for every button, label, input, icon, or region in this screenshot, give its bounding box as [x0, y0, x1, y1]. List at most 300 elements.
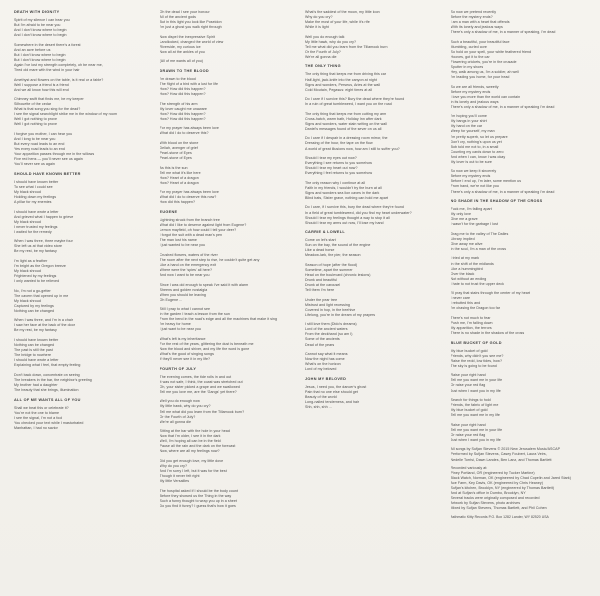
lyric-stanza [451, 207, 587, 227]
lyric-line: Library implied [450, 236, 475, 241]
lyric-line: Before my mystery ends [450, 89, 491, 94]
lyric-line: Bob told me not to, in a small [450, 144, 499, 149]
lyric-line: Drag me to the valley of The Dalles [450, 231, 509, 236]
lyric-stanza [14, 318, 150, 333]
lyric-line: Well you do enough talk [305, 34, 345, 39]
lyric-stanza [305, 298, 441, 318]
lyric-line: Or raise your red flag [450, 383, 486, 388]
lyric-line: I'll pray that stairs through the center of my heart [450, 291, 531, 296]
lyric-line: Tell them I'm here [305, 288, 335, 293]
lyric-line: Or raise your red flag [450, 432, 486, 437]
credit-line: Ace Farm, Key Davis, OK (engineered by Chris Heaney) [450, 480, 543, 485]
credit-line: Several tracks were originally composed and recorded [450, 495, 540, 500]
lyric-stanza [160, 429, 296, 454]
lyric-line: I just wanted to be near you [159, 243, 206, 248]
lyric-line: Some of the ancients [305, 337, 340, 342]
lyric-stanza [451, 85, 587, 110]
lyric-stanza [305, 35, 441, 60]
lyric-line: Mumbling, curled core [450, 44, 487, 49]
lyric-line: I tried at my mark [450, 256, 480, 261]
lyric-line: Before they showed us the Thing in the way [159, 493, 232, 498]
lyric-line: So now we pretend recently [450, 10, 497, 14]
lyric-line: From the bend in the road's edge and all the machines that make it sing [159, 317, 278, 322]
lyric-stanza [14, 210, 150, 235]
lyric-line: Shh, shh, shh ... [305, 405, 332, 409]
lyric-stanza [305, 112, 441, 132]
lyric-line: Cold Moutain, Pegasus: eight times at all [305, 87, 373, 92]
lyric-line: I hate to not trust the upper deck [450, 281, 504, 286]
lyric-line: Dressing of the hour, the tape on the flow [305, 141, 373, 146]
lyric-line: My black shroud [14, 269, 41, 274]
song-title: JOHN MY BELOVED [305, 376, 347, 381]
lyric-stanza [160, 489, 296, 509]
lyric-line: Everything I see returns to you somehow [305, 161, 373, 166]
lyric-line: And I don't know where to begin [14, 33, 67, 38]
lyrics-column-3 [305, 10, 441, 590]
song-block [305, 230, 441, 372]
lyric-line: Such a funny thought to wrap you up in a sheet [159, 498, 237, 503]
credit-line: Nedelle Torrisi, Dawn Landes, Ben Lanz, and Thomas Bartlett [450, 457, 552, 462]
lyric-line: There's not much to fear [450, 315, 491, 320]
lyric-line: I'm leading you home, for your head [450, 75, 510, 80]
lyric-line: With blood on the stone [159, 140, 199, 145]
lyric-line: Pain that no one else should get [305, 389, 358, 394]
label-address: Asthmatic Kitty Records P.O. Box 1282 Lander, WY 82520 USA [450, 514, 549, 519]
lyric-line: You checked your text while I masturbated [14, 420, 84, 425]
lyric-line: I waited for the remedy [14, 229, 52, 234]
lyric-line: The evening comes, the tide rolls in and out [159, 374, 232, 379]
lyric-line: Not without an ending [450, 276, 487, 281]
lyric-stanza [160, 337, 296, 362]
lyric-line: And grieved what I happen to grieve [14, 214, 74, 219]
lyric-line: The cavern that opened up in me [14, 293, 69, 298]
lyric-line: My lover is out to be sure [450, 159, 492, 164]
lyric-line: I only wanted to be relieved [14, 279, 60, 284]
lyric-stanza [160, 10, 296, 30]
lyric-line: Come on let's start [305, 238, 336, 243]
song-title: THE ONLY THING [305, 64, 341, 69]
lyric-line: But I don't know where to begin [14, 52, 66, 57]
lyric-line: I'm chasing the Dragon too far [450, 306, 501, 311]
lyric-stanza [14, 406, 150, 431]
lyric-line: Tell me what did you learn from the Tillamook burn [305, 44, 388, 49]
lyric-stanza [14, 239, 150, 254]
lyric-line: Yes every road leads to an end [14, 147, 65, 152]
lyric-line: Before I end up, I'm later, some mention us [450, 179, 522, 184]
lyric-line: And I don't know where to begin [14, 28, 67, 33]
lyric-stanza [160, 141, 296, 161]
lyric-line: Over the black [450, 271, 475, 276]
lyric-line: My lover caught me unaware [159, 106, 207, 111]
lyric-stanza [14, 132, 150, 167]
lyric-line: Tell me what did you learn from the Tillamook burn? [159, 409, 245, 414]
lyric-line: Do I care if I survive this? Bury the dead where they're found [305, 97, 405, 102]
lyric-line: Sheens and golden nostalgia [159, 287, 208, 292]
lyric-line: But I'm afraid to be near you [14, 23, 61, 28]
lyric-line: My bangs in your shirt [450, 119, 487, 124]
credit-line: Piney Portland, OR (engineered by Tucker Martine) [450, 470, 535, 475]
lyric-line: Or the Fourth of July? [305, 49, 341, 54]
lyric-stanza [160, 166, 296, 186]
lyric-line: Oh the dead I see your honour [159, 10, 210, 14]
lyric-line: But in this light you look like Poseidon [159, 20, 222, 25]
song-block [160, 210, 296, 362]
lyric-line: Signs and wonders sea lion caves in the dark [305, 190, 380, 195]
credit-line: Mixed by Sufjan Stevens, Thomas Bartlett, and Phil Cohen [450, 505, 547, 510]
lyric-line: Well I got nothing to prove [14, 117, 58, 122]
lyric-line: How? How did this happen? [159, 116, 206, 121]
lyric-line: Oh Eugene ... [159, 297, 183, 302]
lyric-line: Half-light, jack-knife into the canyon at night [305, 77, 377, 82]
lyric-line: What's the saddest of the moon, my little loon [305, 10, 380, 14]
lyric-line: My blue bucket of gold [450, 348, 488, 353]
lyric-stanza [160, 35, 296, 55]
lyric-line: What's on the horizon [305, 362, 341, 367]
credit-line: And at Sufjan's office in Dumbo, Brooklyn, NY [450, 490, 526, 495]
lyric-line: Where were the 'spies' all here? [159, 267, 213, 272]
lyric-stanza [305, 205, 441, 225]
lyrics-column-4 [451, 10, 587, 590]
song-title: EUGENE [159, 209, 178, 214]
lyric-line: Lightning struck from the branch tree [159, 218, 220, 222]
lyric-line: Head on the boulevard (chronic lesions) [305, 272, 371, 277]
lyric-line: I'm hoping you'll come [450, 114, 487, 119]
lyric-stanza [14, 78, 150, 93]
lyric-line: Mistrust and light recessing [305, 302, 350, 307]
lyric-line: What's left is my inheritance [159, 336, 206, 341]
lyric-stanza [305, 322, 441, 347]
lyric-line: The strength of his arm [159, 101, 198, 106]
lyric-line: Sun on the bay, the sound of the engine [305, 243, 371, 248]
lyric-line: I never trusted my feelings [14, 224, 58, 229]
lyric-stanza [160, 218, 296, 248]
lyric-line: I saw her face at the back of the door [14, 323, 76, 328]
song-title: CARRIE & LOWELL [305, 230, 345, 235]
lyric-line: I'm bright as the Oregon breeze [14, 263, 66, 268]
lyric-line: From the deckhand (so am I) [305, 332, 353, 337]
lyric-line: Should I tear my heart out now? [305, 166, 358, 171]
lyric-stanza [160, 307, 296, 332]
lyric-line: Everything I feel returns to you somehow [305, 171, 373, 176]
song-block [451, 341, 587, 443]
lyric-line: The beauty that she brings, illumination [14, 387, 79, 392]
lyric-line: I forgot the suit with a dead man's pen [159, 233, 223, 238]
lyric-line: And we all know how this will end [14, 87, 69, 92]
lyric-line: She left us at that video store [14, 244, 63, 249]
lyric-line: Amethyst and flowers on the table, is it real or a fable? [14, 77, 104, 82]
lyric-line: (All of me wants all of you) [159, 59, 204, 64]
lyric-line: Drunk and beautiful [305, 278, 338, 283]
lyric-line: Again I've lost my strength completely, oh be near me, [14, 62, 103, 67]
lyric-stanza [14, 97, 150, 127]
credit-line: Sufjan's kitchen, Brooklyn, NY (engineered by Thomas Bartlett) [450, 485, 555, 490]
lyric-line: Meadow-lark, the pier, the season [305, 253, 361, 258]
lyric-line: Don't back down, concentrate on seeing [14, 372, 80, 377]
lyric-stanza [451, 256, 587, 286]
lyric-line: Raise your right hand [450, 422, 486, 427]
lyric-line: Sitting at the bar with the hole in your head [159, 429, 230, 434]
song-block [160, 69, 296, 206]
lyric-line: I'm drawn to the blood [159, 76, 196, 81]
lyric-line: My blue bucket of gold [450, 408, 488, 413]
lyric-line: The only thing that keeps me from cutting my arm [305, 111, 387, 116]
lyric-line: Lord of the ancient waters [305, 327, 348, 332]
song-block [160, 367, 296, 509]
lyric-line: My black shroud [14, 298, 41, 303]
lyric-line: Now dispel the inexpressive Spirit [159, 34, 215, 39]
lyric-stanza [305, 352, 441, 372]
lyric-line: I see the signal, I'm not a fool [14, 415, 63, 420]
lyric-line: We're all gonna die [159, 419, 192, 424]
lyric-line: Like a hand on the emergency exit [159, 262, 217, 267]
lyric-line: My apparition, the terrors [450, 326, 492, 331]
lyric-line: Hooves, got it to the car [450, 54, 490, 59]
song-block [305, 64, 441, 225]
lyric-line: Should I tear my eyes out now? [305, 156, 357, 161]
song-title: FOURTH OF JULY [159, 366, 197, 371]
lyric-line: Jesus, I need you, the dancer's ghost [305, 384, 367, 389]
song-block [14, 10, 150, 167]
lyric-stanza [305, 72, 441, 92]
lyric-line: How? How did this happen? [159, 87, 206, 92]
lyric-stanza [451, 232, 587, 252]
lyric-line: Signs and wonders, Perseus, Aries at the wall [305, 82, 381, 87]
credit-line: Artwork by Sufjan Stevens, photo archives [450, 500, 521, 505]
lyric-line: And I'm sorry I left, but it was for the best [159, 468, 227, 473]
lyric-line: Do you find it funny? I guess that's how it goes [159, 503, 236, 508]
lyric-line: Spirit of my silence I can hear you [14, 18, 70, 23]
lyric-stanza [160, 283, 296, 303]
lyric-line: Should I tear my arms out now, I'll lose my hand [305, 220, 384, 225]
lyric-stanza [305, 136, 441, 151]
lyric-stanza [305, 385, 441, 410]
lyric-line: Now the night has come [305, 357, 345, 362]
lyric-line: Now the blood and shiver, and my life the word is gone [159, 347, 250, 352]
lyric-line: Tell me you love me, are the 'Gangs' yet there? [159, 389, 237, 394]
lyric-stanza [14, 289, 150, 314]
lyric-line: My little hawk, why do you cry? [159, 404, 211, 409]
lyric-line: Cannot say what it means [305, 352, 348, 357]
lyric-line: Tell me you want me in your life [450, 427, 503, 432]
lyric-line: You're not the one to blame [14, 410, 60, 415]
lyric-line: We're all gonna die [305, 54, 337, 59]
lyric-line: What's the good of singing songs [159, 352, 214, 357]
lyric-line: Deliah, avenger of grief [159, 145, 198, 150]
lyric-line: I wasn't for the garbage I lost [450, 222, 499, 227]
lyric-line: I'm light as a feather [14, 258, 48, 263]
lyric-line: Pearl-stone of Eyes [159, 151, 192, 156]
lyric-stanza [14, 259, 150, 284]
lyric-line: A world of great illusions now, how am I still to suffer you? [305, 146, 400, 151]
lyric-line: Tell me what it's like here [159, 170, 201, 175]
lyric-line: Friends, the fabric of light me [450, 403, 499, 408]
lyric-line: There is no shade in the shadow of the cross [450, 331, 525, 336]
lyric-line: Like a hummingbird [450, 266, 483, 271]
lyric-line: For my prayer has always been love [159, 126, 219, 131]
lyric-line: A pillar for my enemies [14, 200, 52, 204]
lyric-line: Pause all the rain and the dark on the forecast [159, 444, 236, 449]
lyric-line: My black shroud [14, 219, 41, 224]
lyric-stanza [451, 423, 587, 443]
song-block [305, 377, 441, 410]
lyric-line: Landlocked, changed the world of view [159, 39, 224, 44]
song-title: DRAWN TO THE BLOOD [159, 68, 209, 73]
lyric-line: Weep for yourself, my man [450, 129, 495, 134]
song-block [160, 10, 296, 64]
lyric-line: Blind bats, Sister grave, nothing can hold me apart [305, 195, 389, 200]
lyric-line: My only love [450, 212, 472, 217]
lyric-line: For my prayer has always been love [159, 190, 219, 195]
lyric-line: Raise your right hand [450, 373, 486, 378]
lyric-stanza [305, 156, 441, 176]
lyric-stanza [305, 10, 441, 30]
lyric-stanza [14, 180, 150, 205]
lyric-line: The breakers in the bar, the neighbor's greeting [14, 377, 92, 382]
lyric-stanza [14, 373, 150, 393]
lyric-line: Oh, your sister picked a grape and we swallowed [159, 384, 240, 389]
lyric-line: Sometime, apart the summer [305, 267, 353, 272]
song-block [14, 172, 150, 393]
lyric-line: I just want to be near you [159, 327, 201, 332]
lyric-line: Before the mystery ends? [450, 15, 493, 20]
lyric-line: When you should be leaving [159, 292, 206, 297]
lyric-line: Do I care, if I survive this, bury the dead where they're found [305, 205, 404, 210]
lyric-line: Still I pray to what I cannot see [159, 307, 211, 312]
lyric-line: Friends, why didn't you see me? [450, 353, 504, 358]
lyric-line: In the garden I teach a lesson from the sun [159, 312, 230, 317]
lyric-line: Just when I want you in my life [450, 388, 501, 393]
lyric-line: What did I like to deserve against light from Eugene? [159, 223, 247, 228]
lyric-line: Dead of the years [305, 342, 335, 347]
lyric-line: In its lonely and jealous ways [450, 99, 499, 104]
lyric-line: Five red hens — you'll never see us again [14, 157, 83, 162]
lyric-line: Push me, I'm falling down [450, 320, 493, 325]
lyric-line: Tired old mare with the wind in your hair [14, 67, 80, 72]
album-credits [451, 447, 587, 511]
lyric-line: What is that song you sing for the dead? [14, 107, 81, 112]
lyric-line: I'm heavy for home [159, 322, 191, 327]
song-title: NO SHADE IN THE SHADOW OF THE CROSS [450, 199, 543, 204]
lyric-line: Well I got nothing to prove [14, 122, 58, 127]
lyric-line: Just when I want you in my life [450, 437, 501, 442]
lyric-stanza [14, 338, 150, 368]
lyric-stanza [14, 43, 150, 73]
song-block [14, 398, 150, 431]
lyric-stanza [160, 102, 296, 122]
lyric-line: What did I do to deserve this? [159, 131, 209, 136]
lyric-line: Or the Fourth of July? [159, 414, 196, 419]
lyric-line: Sputter in my shoes [450, 64, 484, 69]
song-block [451, 10, 587, 195]
lyric-line: Lord of my beloved [305, 367, 337, 372]
lyric-line: Beauty of the world [305, 394, 337, 399]
lyrics-column-2 [160, 10, 296, 590]
lyric-line: Cross-hatch, warm bath, Holiday Inn after dark [305, 116, 382, 121]
lyric-line: Don't cry, nothing's upon us yet [450, 139, 502, 144]
lyric-line: There's only a shadow of me, in a manner of speaking, I'm dead [450, 30, 556, 35]
lyrics-column-1 [14, 10, 150, 590]
lyric-line: Though it never felt right [159, 474, 200, 479]
lyric-line: Drunk at the carousel [305, 283, 341, 288]
lyric-line: Be my rest, be my fantasy [14, 249, 57, 254]
lyric-line: Counting my cards down to zero [450, 149, 504, 154]
lyric-line: If they'll never see it in my life? [159, 357, 211, 362]
lyric-line: Silhouette of the cedar [14, 102, 52, 107]
lyric-line: Frightened by my feelings [14, 274, 57, 279]
lyric-line: Raise the redd, low tides, how? [450, 358, 502, 363]
lyric-line: How did this happen? [159, 200, 196, 205]
lyric-line: My little Versailles [159, 479, 190, 484]
lyric-line: My black shroud [14, 189, 41, 194]
lyric-line: With its lonely and jealous ways [450, 25, 503, 30]
lyric-line: Make the most of your life, while it's rife [305, 20, 370, 25]
lyric-stanza [160, 77, 296, 97]
lyric-stanza [451, 114, 587, 164]
song-title: ALL OF ME WANTS ALL OF YOU [14, 397, 81, 402]
lyric-line: It was not safe, I think, the coast was stretched out [159, 379, 243, 384]
lyric-line: Faith in my friends, I wouldn't try the burn at all [305, 185, 382, 190]
lyric-stanza [14, 18, 150, 38]
lyric-line: Hey, walk among us, I'm a soldier, ah well [450, 70, 519, 75]
lyric-line: Nothing can be changed [14, 343, 55, 348]
lyric-line: I love you more than the world can contain [450, 94, 521, 99]
lyric-line: Should I tear my feelings thought a way to stop it all [305, 215, 390, 220]
lyric-line: The room after the next step to rise, he couldn't quite get any [159, 257, 260, 262]
lyric-line: Why do you cry? [305, 15, 333, 20]
lyric-line: I never care [450, 296, 471, 301]
lyric-line: The bridge to nowhere [14, 353, 52, 358]
lyric-line: Tell me you want me in your life [450, 378, 503, 383]
lyric-line: Manhattan, I had no savior [14, 425, 58, 430]
lyric-line: Why do you cry? [159, 463, 188, 468]
lyric-line: When I was three, and I'm in a chair [14, 318, 74, 323]
lyric-line: Well I suppose a friend is a friend [14, 82, 69, 87]
lyric-line: Like a dead horse [305, 248, 335, 253]
lyric-line: While it is light [305, 25, 329, 30]
lyric-line: No, I'm not a go-getter [14, 288, 51, 293]
lyric-line: What did I do to deserve this now? [159, 195, 217, 200]
lyric-line: In the shift of the midlands [450, 261, 494, 266]
lyric-stanza [305, 181, 441, 201]
lyric-line: Give me a grave [450, 217, 478, 222]
lyric-stanza [160, 253, 296, 278]
lyric-stanza [160, 59, 296, 64]
lyric-line: The past is still the past [14, 348, 53, 353]
lyric-line: Now that I'm older, I see it in the dark [159, 434, 221, 439]
lyric-line: Nothing can be changed [14, 308, 55, 313]
lyric-line: But I don't know where to begin [14, 57, 66, 62]
lyric-line: I still love them (Dido's dreams) [305, 322, 357, 327]
lyric-stanza [451, 40, 587, 80]
lyric-line: Well you do enough now [159, 399, 200, 404]
lyric-line: And an acre before us [14, 47, 51, 52]
lyric-line: So now we keep it sincerely [450, 169, 497, 174]
lyric-line: Crushed flowers, waters of the river [159, 252, 218, 257]
lyric-line: In a ruin of great tumbleweed, I want you on the road [305, 102, 392, 107]
lyric-line: The only thing that keeps me from driving this car [305, 72, 386, 77]
lyric-line: In a field of great tumbleweed, did you find my heart underwater? [305, 210, 412, 215]
credit-line: Black Watch, Norman, OK (engineered by Chad Copelin and Jared Stark) [450, 475, 572, 480]
lyric-line: The man lost his name [159, 238, 197, 243]
lyric-line: Explaining what I feel, that empty feeling [14, 363, 81, 368]
lyric-line: Give away me alive [450, 241, 483, 246]
lyric-line: Your apparition passes through me in the willows [14, 152, 95, 157]
lyric-line: Such a beautiful, your beautiful face [450, 39, 510, 44]
lyric-stanza [305, 238, 441, 258]
lyric-line: Lemon mayfield, oh how could I tell your deer? [159, 228, 237, 233]
lyric-line: All of the ancient gods [159, 15, 197, 20]
song-title: DEATH WITH DIGNITY [14, 10, 60, 14]
